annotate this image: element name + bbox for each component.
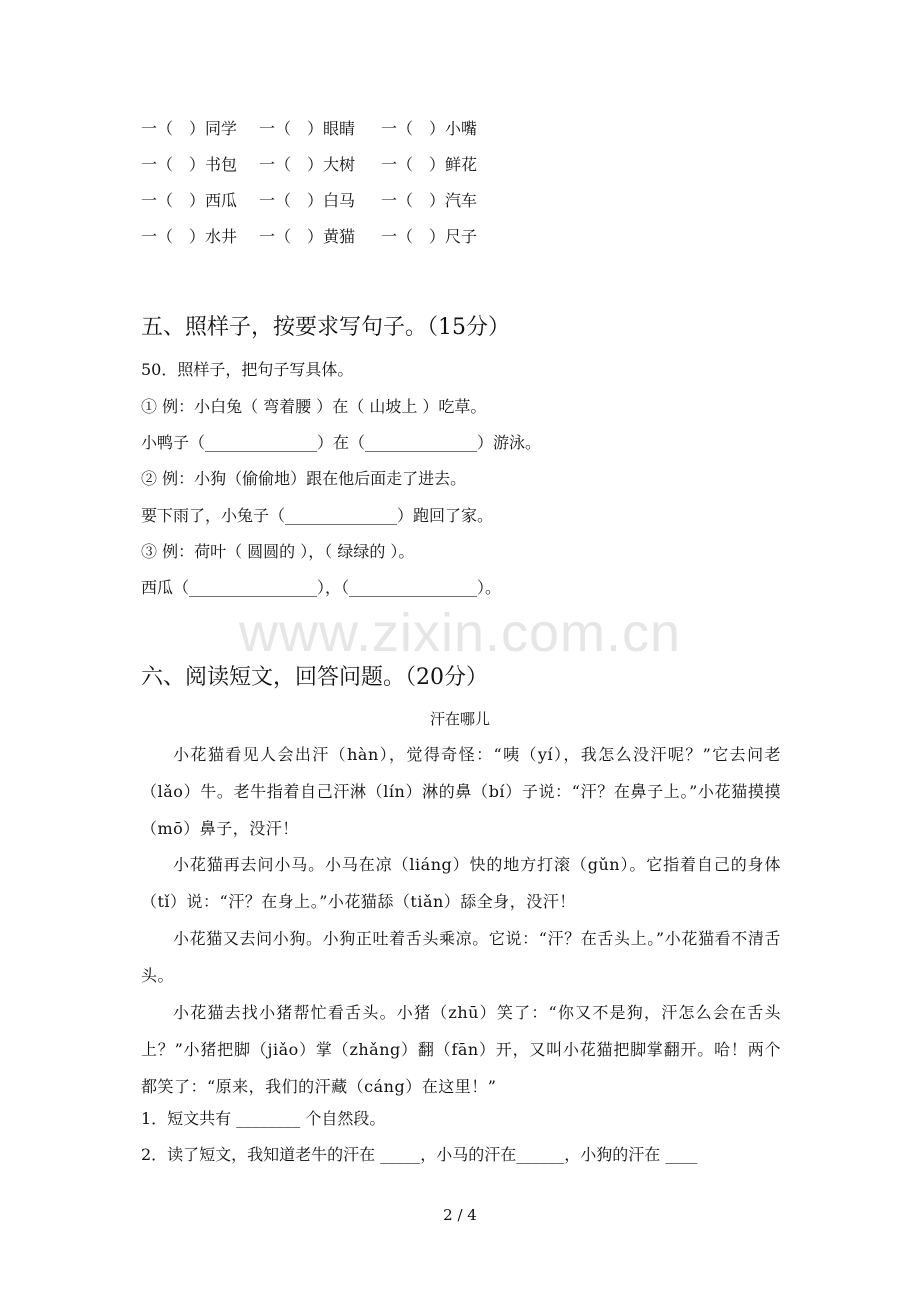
measure-word-item: 一（ ）眼睛 [259,119,356,138]
measure-word-item: 一（ ）小嘴 [381,119,478,138]
measure-word-item: 一（ ）同学 [141,119,238,138]
measure-word-item: 一（ ）鲜花 [381,155,478,174]
question-2[interactable]: 2．读了短文，我知道老牛的汗在 _____，小马的汗在______，小狗的汗在 ____ [141,1145,698,1164]
measure-word-item: 一（ ）大树 [259,155,356,174]
measure-word-item: 一（ ）水井 [141,227,238,246]
fill-sentence-3[interactable]: 西瓜（________________），（________________）。 [141,578,502,597]
measure-word-item: 一（ ）汽车 [381,191,478,210]
story-title: 汗在哪儿 [429,710,490,728]
measure-word-item: 一（ ）黄猫 [259,227,356,246]
story-paragraph-4: 小花猫去找小猪帮忙看舌头。小猪（zhū）笑了：“你又不是狗，汗怎么会在舌头上？”小猪把脚（jiǎo）掌（zhǎng）翻（fān）开，又叫小花猫把脚掌翻开。哈！两个都笑了：“原来，我们的汗藏（cáng）在这里！” [141,1003,781,1096]
story-paragraph-2: 小花猫再去问小马。小马在凉（liáng）快的地方打滚（gǔn）。它指着自己的身体（tǐ）说：“汗？在身上。”小花猫舔（tiǎn）舔全身，没汗！ [141,855,781,911]
story-paragraph-1: 小花猫看见人会出汗（hàn），觉得奇怪：“咦（yí），我怎么没汗呢？”它去问老（lǎo）牛。老牛指着自己汗淋（lín）淋的鼻（bí）子说：“汗？在鼻子上。”小花猫摸摸（mō）鼻子，没汗！ [141,745,781,838]
example-3: ③ 例：荷叶（ 圆圆的 ），（ 绿绿的 ）。 [141,542,415,561]
watermark: www.zixin.com.cn [238,603,682,663]
page-number: 2 / 4 [443,1206,477,1224]
story-paragraph-3: 小花猫又去问小狗。小狗正吐着舌头乘凉。它说：“汗？在舌头上。”小花猫看不清舌头。 [141,929,781,985]
measure-word-item: 一（ ）尺子 [381,227,478,246]
fill-sentence-2[interactable]: 要下雨了，小兔子（______________）跑回了家。 [141,506,494,525]
measure-word-item: 一（ ）书包 [141,155,238,174]
q50-prompt: 50．照样子，把句子写具体。 [141,360,354,379]
question-1[interactable]: 1．短文共有 ________ 个自然段。 [141,1109,386,1128]
example-1: ① 例：小白兔（ 弯着腰 ）在（ 山坡上 ）吃草。 [141,397,487,416]
measure-word-item: 一（ ）西瓜 [141,191,238,210]
measure-word-item: 一（ ）白马 [259,191,356,210]
fill-sentence-1[interactable]: 小鸭子（______________）在（______________）游泳。 [141,433,542,452]
example-2: ② 例：小狗（偷偷地）跟在他后面走了进去。 [141,469,467,488]
section6-title: 六、阅读短文，回答问题。（20分） [141,665,488,690]
section5-title: 五、照样子，按要求写句子。（15分） [141,315,510,340]
